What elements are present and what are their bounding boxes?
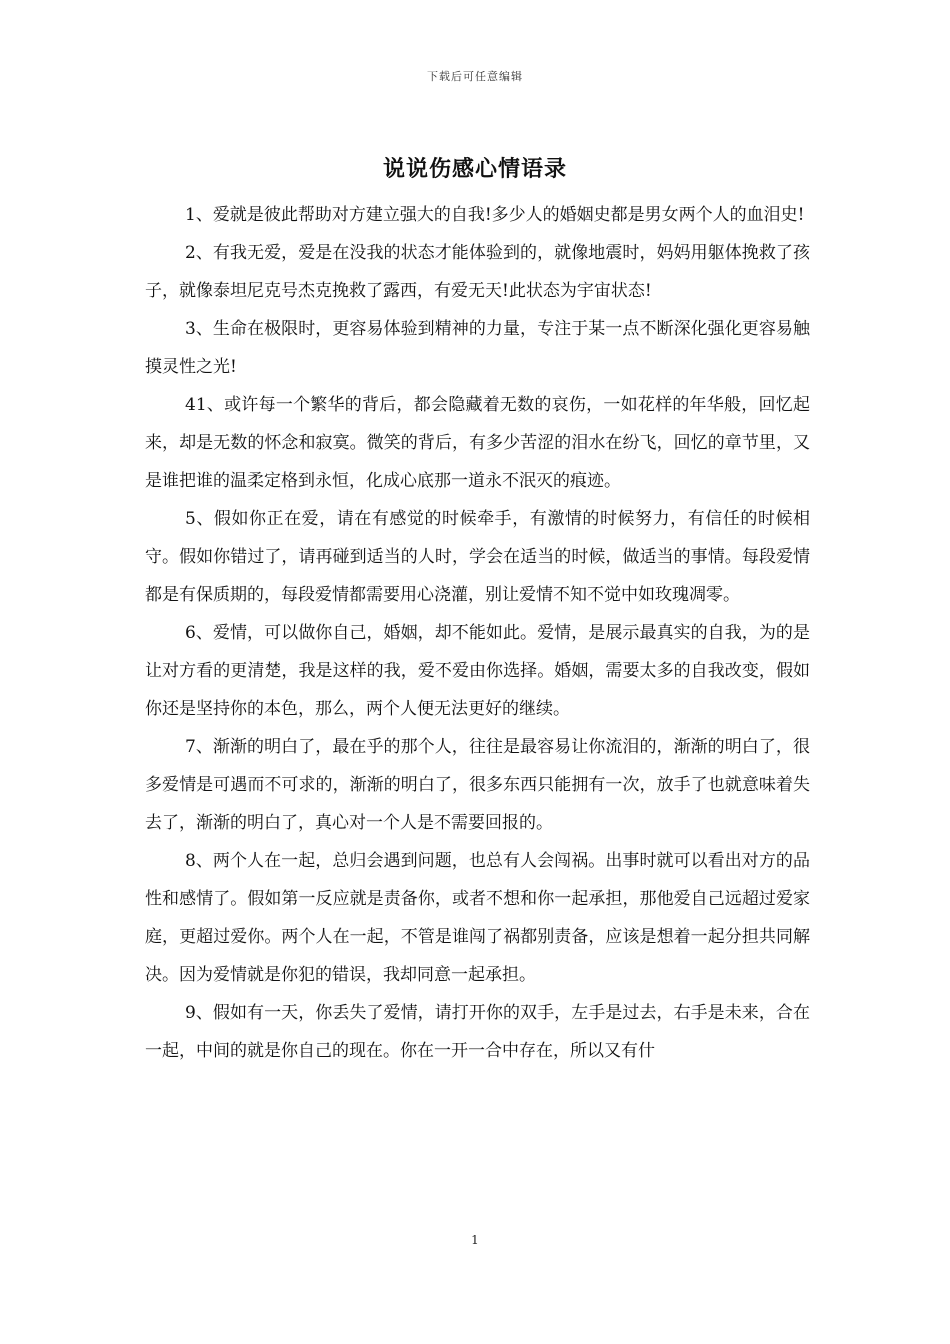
paragraph-6: 6、爱情，可以做你自己，婚姻，却不能如此。爱情，是展示最真实的自我，为的是让对方看的更清楚，我是这样的我，爱不爱由你选择。婚姻，需要太多的自我改变，假如你还是坚持你的本色，那么，两个人便无法更好的继续。: [145, 623, 810, 719]
paragraph-8: 8、两个人在一起，总归会遇到问题，也总有人会闯祸。出事时就可以看出对方的品性和感情了。假如第一反应就是责备你，或者不想和你一起承担，那他爱自己远超过爱家庭，更超过爱你。两个人在一起，不管是谁闯了祸都别责备，应该是想着一起分担共同解决。因为爱情就是你犯的错误，我却同意一起承担。: [145, 851, 810, 985]
document-body: [145, 196, 810, 1070]
paragraph-9: 9、假如有一天，你丢失了爱情，请打开你的双手，左手是过去，右手是未来，合在一起，中间的就是你自己的现在。你在一开一合中存在，所以又有什: [145, 1003, 810, 1061]
paragraph-2: 2、有我无爱，爱是在没我的状态才能体验到的，就像地震时，妈妈用躯体挽救了孩子，就像泰坦尼克号杰克挽救了露西，有爱无天!此状态为宇宙状态!: [145, 243, 810, 301]
paragraph-5: 5、假如你正在爱，请在有感觉的时候牵手，有激情的时候努力，有信任的时候相守。假如你错过了，请再碰到适当的人时，学会在适当的时候，做适当的事情。每段爱情都是有保质期的，每段爱情都需要用心浇灌，别让爱情不知不觉中如玫瑰凋零。: [145, 509, 810, 605]
page-number: 1: [471, 1233, 479, 1247]
paragraph-3: 3、生命在极限时，更容易体验到精神的力量，专注于某一点不断深化强化更容易触摸灵性之光!: [145, 319, 810, 377]
paragraph-1: 1、爱就是彼此帮助对方建立强大的自我!多少人的婚姻史都是男女两个人的血泪史!: [185, 205, 805, 225]
paragraph-7: 7、渐渐的明白了，最在乎的那个人，往往是最容易让你流泪的，渐渐的明白了，很多爱情是可遇而不可求的，渐渐的明白了，很多东西只能拥有一次，放手了也就意味着失去了，渐渐的明白了，真心对一个人是不需要回报的。: [145, 737, 810, 833]
document-title: 说说伤感心情语录: [382, 156, 567, 182]
paragraph-4: 41、或许每一个繁华的背后，都会隐藏着无数的哀伤，一如花样的年华般，回忆起来，却是无数的怀念和寂寞。微笑的背后，有多少苦涩的泪水在纷飞，回忆的章节里，又是谁把谁的温柔定格到永恒，化成心底那一道永不泯灭的痕迹。: [145, 395, 810, 491]
page-header-note: 下载后可任意编辑: [427, 70, 523, 83]
